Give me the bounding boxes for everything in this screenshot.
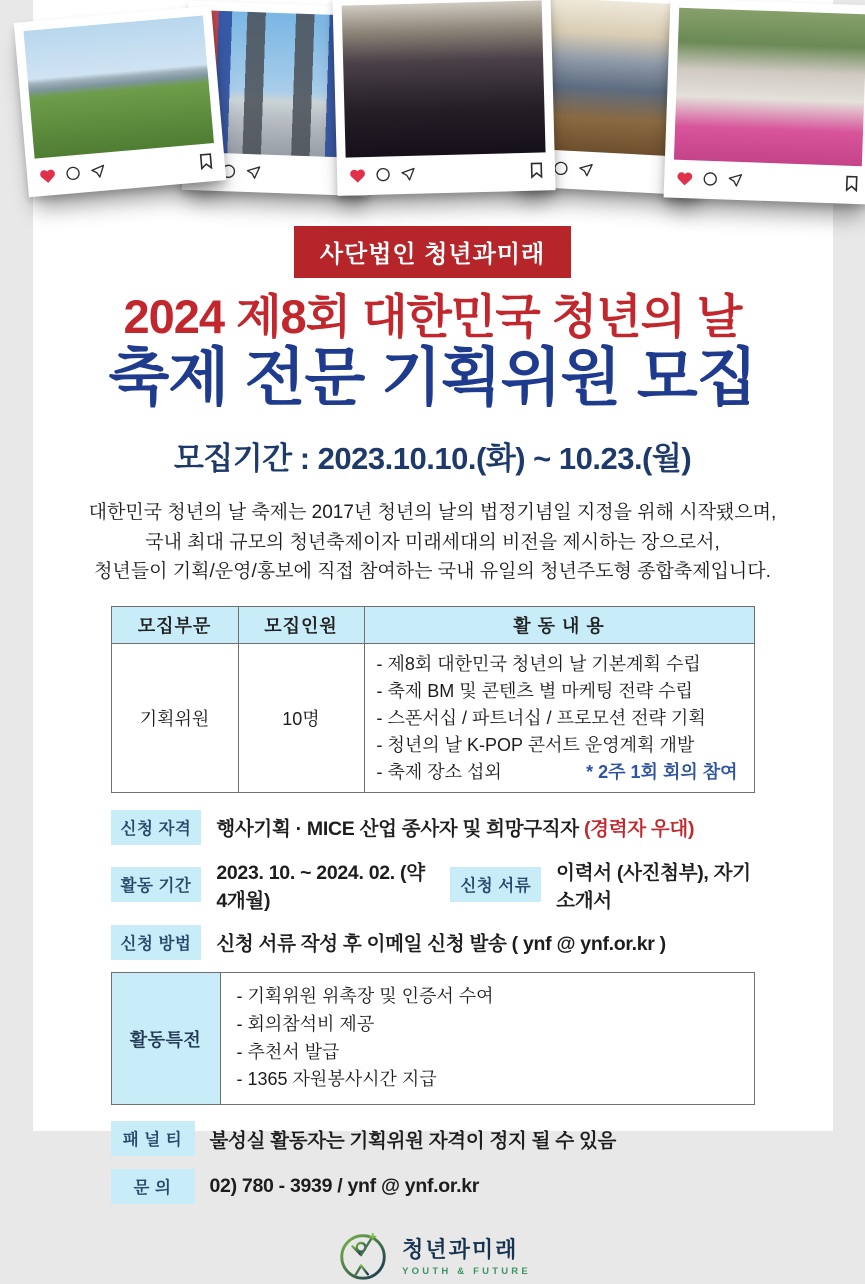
qualification-text [216,813,694,841]
contact-text: 02) 780 - 3939 / ynf @ ynf.or.kr [209,1175,480,1198]
benefit-item: - 기획위원 위촉장 및 인증서 수여 [236,985,494,1006]
row-period-documents [111,857,755,913]
heart-icon [348,168,365,183]
benefit-item: - 추천서 발급 [236,1041,340,1062]
meeting-note: * 2주 1회 회의 참여 [586,761,738,782]
intro-line-2: 국내 최대 규모의 청년축제이자 미래세대의 비전을 제시하는 장으로서, [145,531,720,553]
comment-icon [701,171,718,188]
intro-paragraph [33,498,833,586]
header-count: 모집인원 [238,606,364,643]
share-icon [577,161,594,178]
poster-page [33,0,833,1278]
header-part: 모집부문 [111,606,238,643]
photo-strip [33,0,833,214]
photo-outdoor-crowd-pink-carpet [673,8,865,166]
bookmark-icon [844,176,858,192]
title-line-red: 2024 제8회 대한민국 청년의 날 [123,290,742,343]
row-penalty [111,1121,755,1156]
title-line-blue: 축제 전문 기획위원 모집 [108,343,757,414]
row-qualification [111,810,755,845]
share-icon [89,163,106,180]
row-contact [111,1169,755,1204]
polaroid-outdoor-crowd [663,0,865,205]
logo-text [402,1233,531,1277]
youth-future-logo-icon [334,1226,392,1284]
polaroid-indoor-crowd [332,0,555,196]
activity-item: - 축제 BM 및 콘텐츠 별 마케팅 전략 수립 [376,680,693,701]
cell-count: 10명 [238,643,364,792]
cell-activities [364,643,754,792]
documents-label: 신청 서류 [450,867,541,902]
method-label: 신청 방법 [111,925,202,960]
intro-line-3: 청년들이 기획/운영/홍보에 직접 참여하는 국내 유일의 청년주도형 종합축제입니다. [94,561,771,583]
activity-period-label: 활동 기간 [111,867,202,902]
recruit-period: 모집기간 : 2023.10.10.(화) ~ 10.23.(월) [173,441,692,477]
share-icon [245,164,262,181]
organization-badge: 사단법인 청년과미래 [294,226,571,278]
activity-item: - 청년의 날 K-POP 콘서트 운영계획 개발 [376,734,695,755]
logo-english: YOUTH & FUTURE [402,1266,531,1278]
benefits-box [111,972,755,1106]
qualification-label: 신청 자격 [111,810,202,845]
documents-text: 이력서 (사진첨부), 자기소개서 [556,861,751,912]
photo-indoor-crowd [341,0,545,157]
activity-period-text: 2023. 10. ~ 2024. 02. (약 4개월) [216,861,425,912]
polaroid-lawn-group [13,6,225,198]
contact-label: 문 의 [111,1169,195,1204]
benefit-item: - 1365 자원봉사시간 지급 [236,1069,437,1090]
header-activities: 활 동 내 용 [364,606,754,643]
table-row [111,643,754,792]
heart-icon [38,167,56,183]
tail-section [111,1121,755,1204]
benefits-label: 활동특전 [112,973,221,1105]
heart-icon [676,170,694,186]
qualification-text-main: 행사기획 · MICE 산업 종사자 및 희망구직자 [216,818,584,841]
intro-line-1: 대한민국 청년의 날 축제는 2017년 청년의 날의 법정기념일 지정을 위해 시작됐으며, [88,502,777,524]
benefit-item: - 회의참석비 제공 [236,1013,375,1034]
recruit-table [111,606,755,793]
comment-icon [374,166,390,182]
bookmark-icon [529,162,542,178]
logo-korean: 청년과미래 [402,1237,519,1263]
table-header-row [111,606,754,643]
qualification-highlight: (경력자 우대) [583,818,695,841]
penalty-text: 불성실 활동자는 기획위원 자격이 정지 될 수 있음 [209,1129,617,1152]
penalty-label: 패 널 티 [111,1121,195,1156]
info-section [111,810,755,960]
activity-item: - 축제 장소 섭외 [376,761,502,782]
method-text: 신청 서류 작성 후 이메일 신청 발송 ( ynf @ ynf.or.kr ) [216,933,666,956]
bookmark-icon [198,153,212,170]
cell-part: 기획위원 [111,643,238,792]
activity-item: - 제8회 대한민국 청년의 날 기본계획 수립 [376,653,701,674]
footer-logo [33,1226,833,1284]
comment-icon [64,165,81,182]
activity-item: - 스폰서십 / 파트너십 / 프로모션 전략 기획 [376,707,706,728]
benefits-list [221,973,510,1105]
photo-lawn-group-jump [23,15,213,158]
share-icon [726,172,743,189]
row-method [111,925,755,960]
share-icon [399,166,415,182]
